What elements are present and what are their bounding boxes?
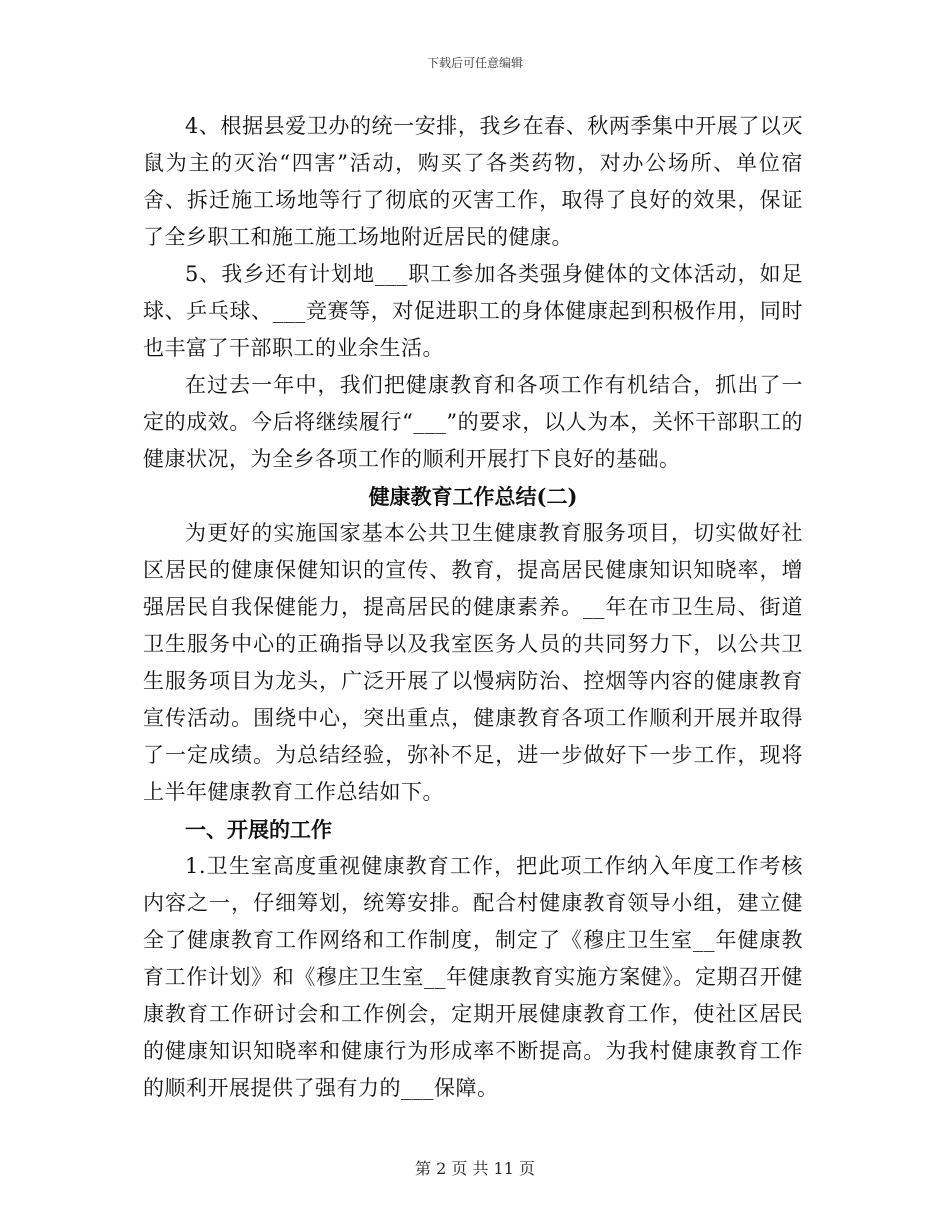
page-number: 第 2 页 共 11 页: [415, 1159, 535, 1178]
document-body: [143, 108, 803, 1107]
paragraph-summary: 在过去一年中，我们把健康教育和各项工作有机结合，抓出了一定的成效。今后将继续履行“___”的要求，以人为本，关怀干部职工的健康状况，为全乡各项工作的顺利开展打下良好的基础。: [143, 373, 803, 471]
paragraph-intro: 为更好的实施国家基本公共卫生健康教育服务项目，切实做好社区居民的健康保健知识的宣传、教育，提高居民健康知识知晓率，增强居民自我保健能力，提高居民的健康素养。__年在市卫生局、街道卫生服务中心的正确指导以及我室医务人员的共同努力下，以公共卫生服务项目为龙头，广泛开展了以慢病防治、控烟等内容的健康教育宣传活动。围绕中心，突出重点，健康教育各项工作顺利开展并取得了一定成绩。为总结经验，弥补不足，进一步做好下一步工作，现将上半年健康教育工作总结如下。: [143, 521, 803, 804]
paragraph-item-5: 5、我乡还有计划地___职工参加各类强身健体的文体活动，如足球、乒乓球、___竞赛等，对促进职工的身体健康起到积极作用，同时也丰富了干部职工的业余生活。: [143, 262, 803, 360]
section-title: 健康教育工作总结(二): [368, 484, 578, 509]
paragraph-item-4: 4、根据县爱卫办的统一安排，我乡在春、秋两季集中开展了以灭鼠为主的灭治“四害”活动，购买了各类药物，对办公场所、单位宿舍、拆迁施工场地等行了彻底的灭害工作，取得了良好的效果，保证了全乡职工和施工施工场地附近居民的健康。: [143, 114, 803, 249]
section-heading: 一、开展的工作: [185, 817, 332, 842]
paragraph-work-1: 1.卫生室高度重视健康教育工作，把此项工作纳入年度工作考核内容之一，仔细筹划，统筹安排。配合村健康教育领导小组，建立健全了健康教育工作网络和工作制度，制定了《穆庄卫生室__年健康教育工作计划》和《穆庄卫生室__年健康教育实施方案健》。定期召开健康教育工作研讨会和工作例会，定期开展健康教育工作，使社区居民的健康知识知晓率和健康行为形成率不断提高。为我村健康教育工作的顺利开展提供了强有力的___保障。: [143, 854, 803, 1100]
page-header: 下载后可任意编辑: [426, 56, 523, 70]
